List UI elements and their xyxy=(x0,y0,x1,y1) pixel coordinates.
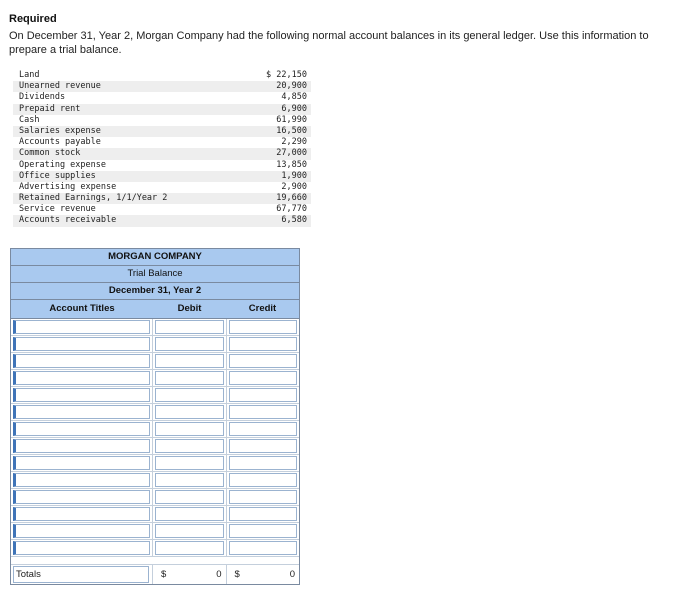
account-amount: 6,580 xyxy=(281,215,307,226)
account-name: Prepaid rent xyxy=(19,103,81,114)
account-balances-list xyxy=(13,70,311,227)
account-title-input[interactable] xyxy=(13,320,150,334)
required-heading: Required xyxy=(9,13,57,25)
account-amount: 6,900 xyxy=(281,103,307,114)
column-headers xyxy=(11,300,299,319)
debit-input[interactable] xyxy=(155,541,224,555)
account-amount: $ 22,150 xyxy=(266,70,307,80)
account-title-input[interactable] xyxy=(13,473,150,487)
account-amount: 2,900 xyxy=(281,181,307,192)
account-name: Advertising expense xyxy=(19,181,117,192)
account-name: Unearned revenue xyxy=(19,81,101,92)
table-row xyxy=(11,540,299,557)
credit-input[interactable] xyxy=(229,388,298,402)
account-name: Accounts receivable xyxy=(19,215,117,226)
account-title-input[interactable] xyxy=(13,439,150,453)
debit-input[interactable] xyxy=(155,320,224,334)
account-amount: 2,290 xyxy=(281,137,307,148)
account-row xyxy=(13,204,311,215)
account-amount: 19,660 xyxy=(276,193,307,204)
account-title-input[interactable] xyxy=(13,354,150,368)
account-title-input[interactable] xyxy=(13,371,150,385)
account-title-input[interactable] xyxy=(13,541,150,555)
account-row xyxy=(13,115,311,126)
credit-input[interactable] xyxy=(229,371,298,385)
account-title-input[interactable] xyxy=(13,456,150,470)
account-name: Salaries expense xyxy=(19,125,101,136)
account-title-input[interactable] xyxy=(13,524,150,538)
credit-total-value: 0 xyxy=(289,569,296,580)
account-amount: 67,770 xyxy=(276,204,307,215)
debit-total-currency: $ xyxy=(161,569,167,580)
table-row xyxy=(11,404,299,421)
debit-input[interactable] xyxy=(155,456,224,470)
account-title-input[interactable] xyxy=(13,507,150,521)
table-row xyxy=(11,387,299,404)
credit-input[interactable] xyxy=(229,337,298,351)
account-row xyxy=(13,92,311,103)
account-name: Service revenue xyxy=(19,204,96,215)
account-row xyxy=(13,160,311,171)
account-row xyxy=(13,193,311,204)
table-row xyxy=(11,489,299,506)
account-title-input[interactable] xyxy=(13,337,150,351)
credit-input[interactable] xyxy=(229,405,298,419)
account-row xyxy=(13,104,311,115)
account-title-input[interactable] xyxy=(13,388,150,402)
credit-input[interactable] xyxy=(229,541,298,555)
debit-input[interactable] xyxy=(155,439,224,453)
debit-input[interactable] xyxy=(155,354,224,368)
credit-input[interactable] xyxy=(229,439,298,453)
account-row xyxy=(13,81,311,92)
account-row xyxy=(13,182,311,193)
credit-input[interactable] xyxy=(229,490,298,504)
totals-row xyxy=(11,565,299,584)
instructions-text: On December 31, Year 2, Morgan Company had the following normal account balances in its general ledger. Use this information to prepare a trial balance. xyxy=(9,30,649,56)
account-titles-header: Account Titles xyxy=(49,303,115,314)
table-row xyxy=(11,455,299,472)
company-name: MORGAN COMPANY xyxy=(11,249,299,266)
table-row xyxy=(11,438,299,455)
credit-input[interactable] xyxy=(229,422,298,436)
debit-total-value: 0 xyxy=(216,569,222,580)
account-title-input[interactable] xyxy=(13,490,150,504)
table-row xyxy=(11,353,299,370)
credit-input[interactable] xyxy=(229,524,298,538)
account-row xyxy=(13,215,311,226)
credit-header: Credit xyxy=(248,303,277,314)
credit-input[interactable] xyxy=(229,320,298,334)
credit-input[interactable] xyxy=(229,354,298,368)
debit-input[interactable] xyxy=(155,371,224,385)
account-name: Operating expense xyxy=(19,159,106,170)
account-title-input[interactable] xyxy=(13,405,150,419)
account-name: Accounts payable xyxy=(19,137,101,148)
account-amount: 20,900 xyxy=(276,81,307,92)
table-row xyxy=(11,523,299,540)
account-name: Retained Earnings, 1/1/Year 2 xyxy=(19,193,168,204)
account-amount: 4,850 xyxy=(281,92,307,103)
debit-input[interactable] xyxy=(155,388,224,402)
debit-input[interactable] xyxy=(155,524,224,538)
account-name: Land xyxy=(19,70,40,80)
account-row xyxy=(13,137,311,148)
trial-balance-table xyxy=(10,248,300,585)
table-row xyxy=(11,472,299,489)
statement-name: Trial Balance xyxy=(11,266,299,283)
credit-input[interactable] xyxy=(229,473,298,487)
debit-input[interactable] xyxy=(155,337,224,351)
table-row xyxy=(11,319,299,336)
account-name: Dividends xyxy=(19,92,66,103)
debit-input[interactable] xyxy=(155,490,224,504)
account-name: Office supplies xyxy=(19,170,96,181)
account-row xyxy=(13,148,311,159)
account-title-input[interactable] xyxy=(13,422,150,436)
account-amount: 61,990 xyxy=(276,114,307,125)
account-name: Common stock xyxy=(19,148,81,159)
statement-date: December 31, Year 2 xyxy=(11,283,299,300)
credit-total-currency: $ xyxy=(234,569,240,580)
account-amount: 1,900 xyxy=(281,170,307,181)
account-row xyxy=(13,70,311,81)
debit-input[interactable] xyxy=(155,473,224,487)
debit-input[interactable] xyxy=(155,507,224,521)
credit-input[interactable] xyxy=(229,456,298,470)
account-amount: 27,000 xyxy=(276,148,307,159)
credit-input[interactable] xyxy=(229,507,298,521)
table-row xyxy=(11,421,299,438)
debit-input[interactable] xyxy=(155,422,224,436)
debit-header: Debit xyxy=(177,303,202,314)
spacer xyxy=(11,557,299,565)
account-amount: 13,850 xyxy=(276,159,307,170)
account-amount: 16,500 xyxy=(276,125,307,136)
account-row xyxy=(13,126,311,137)
account-row xyxy=(13,171,311,182)
account-name: Cash xyxy=(19,114,40,125)
table-row xyxy=(11,506,299,523)
entry-rows xyxy=(11,319,299,557)
totals-label: Totals xyxy=(13,566,149,583)
table-row xyxy=(11,336,299,353)
debit-input[interactable] xyxy=(155,405,224,419)
table-row xyxy=(11,370,299,387)
